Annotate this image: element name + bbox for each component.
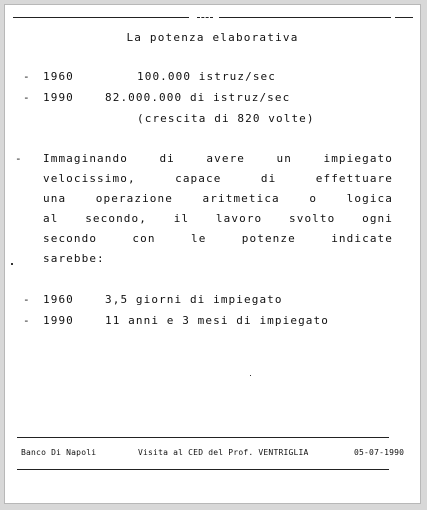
result-bullet: - xyxy=(23,314,30,327)
top-border-rule xyxy=(395,17,413,18)
stat-year: 1960 xyxy=(43,70,74,83)
result-value: 11 anni e 3 mesi di impiegato xyxy=(105,314,329,327)
scan-speck xyxy=(11,263,13,265)
footer-date: 05-07-1990 xyxy=(354,448,405,457)
footer-center: Visita al CED del Prof. VENTRIGLIA xyxy=(138,448,309,457)
stat-value: 82.000.000 di istruz/sec xyxy=(105,91,291,104)
result-year: 1990 xyxy=(43,314,74,327)
stat-bullet: - xyxy=(23,70,30,83)
footer-rule xyxy=(17,437,389,438)
result-bullet: - xyxy=(23,293,30,306)
paragraph-line: secondo con le potenze indicate xyxy=(43,232,393,245)
result-year: 1960 xyxy=(43,293,74,306)
top-border-rule xyxy=(219,17,391,18)
stat-value: 100.000 istruz/sec xyxy=(137,70,277,83)
paragraph-line: sarebbe: xyxy=(43,252,105,265)
paragraph-line: Immaginando di avere un impiegato xyxy=(43,152,393,165)
stat-year: 1990 xyxy=(43,91,74,104)
growth-note: (crescita di 820 volte) xyxy=(137,112,315,125)
top-border-rule xyxy=(13,17,189,18)
footer-rule xyxy=(17,469,389,470)
paragraph-bullet: - xyxy=(15,152,22,165)
paragraph-line: al secondo, il lavoro svolto ogni xyxy=(43,212,393,225)
page-title: La potenza elaborativa xyxy=(126,31,299,44)
document-page xyxy=(4,4,421,504)
result-value: 3,5 giorni di impiegato xyxy=(105,293,283,306)
scan-speck xyxy=(250,375,251,376)
top-border-rule-gap xyxy=(197,17,213,18)
footer-left: Banco Di Napoli xyxy=(21,448,97,457)
stat-bullet: - xyxy=(23,91,30,104)
paragraph-line: una operazione aritmetica o logica xyxy=(43,192,393,205)
paragraph-line: velocissimo, capace di effettuare xyxy=(43,172,393,185)
